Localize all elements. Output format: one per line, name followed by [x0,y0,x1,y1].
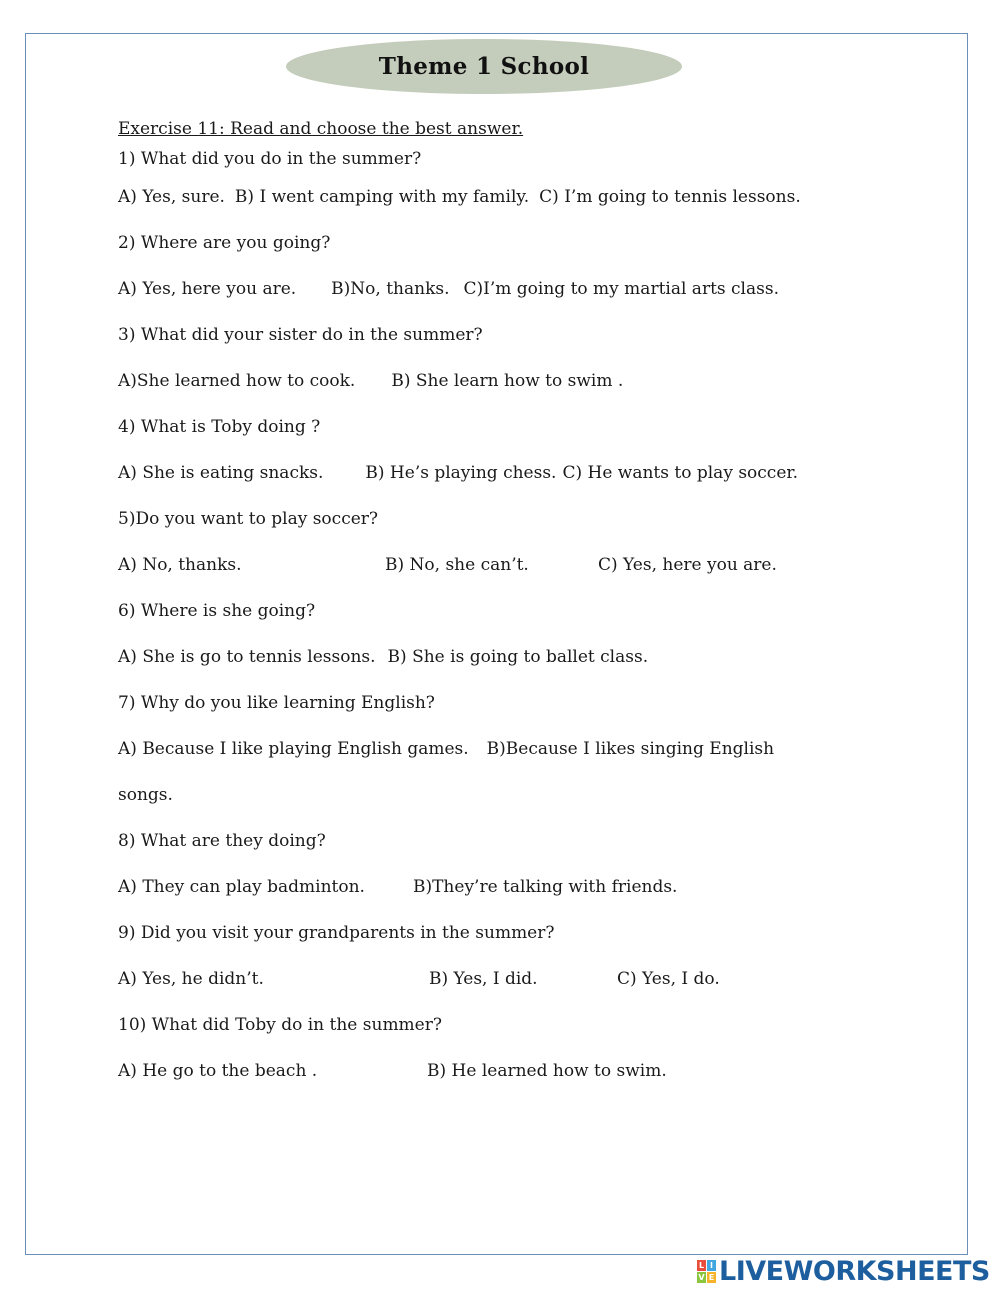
option-7b-continuation: songs. [118,785,173,805]
question-8: 8) What are they doing? [118,831,326,851]
option-8b[interactable]: B)They’re talking with friends. [412,877,678,897]
question-6: 6) Where is she going? [118,601,316,621]
logo-text: LIVEWORKSHEETS [719,1255,990,1287]
option-5a[interactable]: A) No, thanks. [118,555,242,575]
option-4c[interactable]: C) He wants to play soccer. [562,463,799,483]
options-6 [118,634,918,680]
options-9 [118,956,918,1002]
option-4a[interactable]: A) She is eating snacks. [118,463,324,483]
option-10a[interactable]: A) He go to the beach . [118,1061,318,1081]
question-9: 9) Did you visit your grandparents in the summer? [118,923,555,943]
option-3b[interactable]: B) She learn how to swim . [391,371,624,391]
option-9a[interactable]: A) Yes, he didn’t. [118,969,264,989]
liveworksheets-logo[interactable] [697,1256,990,1286]
logo-mark-icon: L I V E [698,1260,715,1282]
option-8a[interactable]: A) They can play badminton. [118,877,365,897]
exercise-content [118,114,918,1094]
title-banner [286,39,682,94]
option-10b[interactable]: B) He learned how to swim. [427,1061,667,1081]
options-10 [118,1048,918,1094]
option-1c[interactable]: C) I’m going to tennis lessons. [539,187,801,207]
option-7b[interactable]: B)Because I likes singing English [486,739,775,759]
option-3a[interactable]: A)She learned how to cook. [118,371,356,391]
question-4: 4) What is Toby doing ? [118,417,321,437]
options-2 [118,266,918,312]
options-3 [118,358,918,404]
options-7 [118,726,918,772]
options-5 [118,542,918,588]
options-8 [118,864,918,910]
option-2c[interactable]: C)I’m going to my martial arts class. [463,279,779,299]
page-title: Theme 1 School [378,53,590,80]
option-9b[interactable]: B) Yes, I did. [429,969,538,989]
option-5b[interactable]: B) No, she can’t. [385,555,529,575]
options-1 [118,174,918,220]
option-4b[interactable]: B) He’s playing chess. [365,463,557,483]
question-2: 2) Where are you going? [118,233,331,253]
option-2b[interactable]: B)No, thanks. [331,279,450,299]
option-2a[interactable]: A) Yes, here you are. [118,279,297,299]
option-5c[interactable]: C) Yes, here you are. [598,555,777,575]
question-1: 1) What did you do in the summer? [118,149,422,169]
exercise-instruction: Exercise 11: Read and choose the best answer. [118,119,524,139]
option-1b[interactable]: B) I went camping with my family. [234,187,530,207]
question-7: 7) Why do you like learning English? [118,693,435,713]
option-7a[interactable]: A) Because I like playing English games. [118,739,469,759]
question-5: 5)Do you want to play soccer? [118,509,379,529]
question-10: 10) What did Toby do in the summer? [118,1015,442,1035]
options-4 [118,450,918,496]
option-6b[interactable]: B) She is going to ballet class. [387,647,649,667]
option-6a[interactable]: A) She is go to tennis lessons. [118,647,376,667]
option-1a[interactable]: A) Yes, sure. [118,187,225,207]
question-3: 3) What did your sister do in the summer? [118,325,483,345]
option-9c[interactable]: C) Yes, I do. [617,969,720,989]
